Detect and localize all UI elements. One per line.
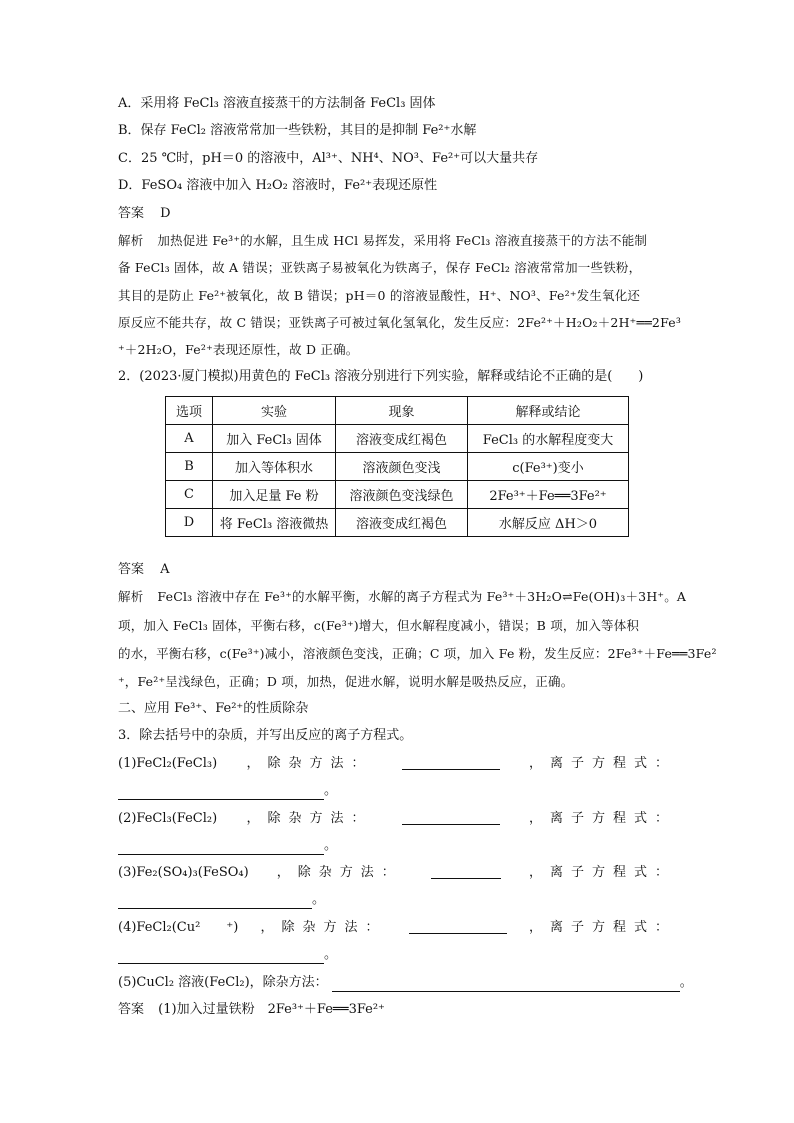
method-blank[interactable]	[402, 810, 500, 825]
answer-label: 答案	[118, 562, 145, 577]
q2-answer	[118, 561, 170, 579]
q3-item-3	[118, 864, 676, 882]
table-cell: 加入足量 Fe 粉	[213, 481, 336, 509]
table-cell: 加入等体积水	[213, 453, 336, 481]
analysis-label: 解析	[118, 233, 144, 248]
method-blank[interactable]	[332, 977, 680, 992]
table-cell: c(Fe³⁺)变小	[468, 453, 629, 481]
equation-label: ，离子方程式：	[528, 920, 676, 935]
table-row	[166, 509, 629, 537]
table-cell: 加入 FeCl₃ 固体	[213, 425, 336, 453]
q1-analysis-line-3: 其目的是防止 Fe²⁺被氧化，故 B 错误；pH＝0 的溶液显酸性，H⁺、NO³、Fe²⁺发生氧化还	[118, 288, 641, 303]
q3-stem: 3．除去括号中的杂质，并写出反应的离子方程式。	[118, 728, 413, 743]
table-cell: 将 FeCl₃ 溶液微热	[213, 509, 336, 537]
equation-label: ，离子方程式：	[528, 811, 676, 826]
q3-answer	[118, 1001, 385, 1019]
q1-analysis-line-5: ⁺＋2H₂O，Fe²⁺表现还原性，故 D 正确。	[118, 342, 359, 357]
section-heading: 二、应用 Fe³⁺、Fe²⁺的性质除杂	[118, 701, 309, 716]
q3-item-2-equation	[118, 837, 337, 855]
equation-blank[interactable]	[118, 949, 324, 964]
analysis-label: 解析	[118, 589, 144, 604]
item-label: (4)FeCl₂(Cu² ⁺)	[118, 920, 239, 935]
method-label: ，除杂方法：	[276, 865, 403, 880]
answer-value: (1)加入过量铁粉 2Fe³⁺＋Fe══3Fe²⁺	[158, 1002, 385, 1017]
end-mark: 。	[324, 783, 338, 798]
answer-value: A	[160, 562, 170, 577]
q1-option-d: D．FeSO₄ 溶液中加入 H₂O₂ 溶液时，Fe²⁺表现还原性	[118, 178, 438, 193]
table-header: 现象	[336, 397, 468, 425]
q3-item-1-equation	[118, 782, 337, 800]
end-mark: 。	[312, 892, 326, 907]
table-cell: A	[166, 425, 213, 453]
q1-analysis-line-4: 原反应不能共存，故 C 错误；亚铁离子可被过氧化氢氧化，发生反应：2Fe²⁺＋H₂O₂＋2H⁺══2Fe³	[118, 315, 682, 330]
item-label: (3)Fe₂(SO₄)₃(FeSO₄)	[118, 865, 249, 880]
q2-analysis-line-2: 项，加入 FeCl₃ 固体，平衡右移，c(Fe³⁺)增大，但水解程度减小，错误；B 项，加入等体积	[118, 618, 640, 633]
analysis-text: FeCl₃ 溶液中存在 Fe³⁺的水解平衡，水解的离子方程式为 Fe³⁺＋3H₂O⇌Fe(OH)₃＋3H⁺。A	[157, 589, 687, 604]
table-cell: 溶液颜色变浅	[336, 453, 468, 481]
end-mark: 。	[324, 947, 338, 962]
end-mark: 。	[679, 975, 693, 990]
table-header: 选项	[166, 397, 213, 425]
table-cell: 溶液颜色变浅绿色	[336, 481, 468, 509]
equation-blank[interactable]	[118, 785, 324, 800]
answer-value: D	[160, 206, 171, 221]
end-mark: 。	[324, 838, 338, 853]
equation-blank[interactable]	[118, 894, 312, 909]
table-cell: B	[166, 453, 213, 481]
q1-option-c: C．25 ℃时，pH＝0 的溶液中，Al³⁺、NH⁴、NO³、Fe²⁺可以大量共存	[118, 151, 539, 166]
experiment-table	[165, 396, 629, 537]
method-blank[interactable]	[409, 919, 507, 934]
equation-label: ，离子方程式：	[528, 756, 676, 771]
item-label: (5)CuCl₂ 溶液(FeCl₂)，除杂方法：	[118, 975, 328, 990]
table-row	[166, 481, 629, 509]
table-header: 实验	[213, 397, 336, 425]
equation-blank[interactable]	[118, 840, 324, 855]
q3-item-2	[118, 810, 676, 828]
table-cell: C	[166, 481, 213, 509]
q1-option-a: A．采用将 FeCl₃ 溶液直接蒸干的方法制备 FeCl₃ 固体	[118, 96, 436, 111]
table-cell: FeCl₃ 的水解程度变大	[468, 425, 629, 453]
table-row	[166, 425, 629, 453]
item-label: (2)FeCl₃(FeCl₂)	[118, 811, 218, 826]
q3-item-1	[118, 755, 676, 773]
method-blank[interactable]	[402, 755, 500, 770]
table-cell: 2Fe³⁺＋Fe══3Fe²⁺	[468, 481, 629, 509]
q1-answer	[118, 205, 171, 223]
q1-analysis-line-2: 备 FeCl₃ 固体，故 A 错误；亚铁离子易被氧化为铁离子，保存 FeCl₂ 溶液常常加一些铁粉，	[118, 260, 642, 275]
q2-stem: 2．(2023·厦门模拟)用黄色的 FeCl₃ 溶液分别进行下列实验，解释或结论不正确的是( )	[118, 369, 644, 384]
answer-label: 答案	[118, 206, 145, 221]
method-label: ，除杂方法：	[246, 756, 373, 771]
q2-analysis-line-4: ⁺，Fe²⁺呈浅绿色，正确；D 项，加热，促进水解，说明水解是吸热反应，正确。	[118, 674, 574, 689]
analysis-text: 加热促进 Fe³⁺的水解，且生成 HCl 易挥发，采用将 FeCl₃ 溶液直接蒸干的方法不能制	[157, 233, 648, 248]
q2-analysis-line-1	[118, 588, 686, 606]
equation-label: ，离子方程式：	[528, 865, 676, 880]
table-header: 解释或结论	[468, 397, 629, 425]
q2-analysis-line-3: 的水，平衡右移，c(Fe³⁺)减小，溶液颜色变浅，正确；C 项，加入 Fe 粉，发生反应：2Fe³⁺＋Fe══3Fe²	[118, 646, 717, 661]
q3-item-4	[118, 919, 676, 937]
q1-option-b: B．保存 FeCl₂ 溶液常常加一些铁粉，其目的是抑制 Fe²⁺水解	[118, 123, 477, 138]
q3-item-4-equation	[118, 946, 337, 964]
table-cell: 溶液变成红褐色	[336, 509, 468, 537]
q3-item-3-equation	[118, 891, 325, 909]
answer-label: 答案	[118, 1002, 145, 1017]
table-row	[166, 453, 629, 481]
table-header-row	[166, 397, 629, 425]
q1-analysis-line-1	[118, 232, 647, 250]
item-label: (1)FeCl₂(FeCl₃)	[118, 756, 218, 771]
method-label: ，除杂方法：	[246, 811, 373, 826]
table-cell: 溶液变成红褐色	[336, 425, 468, 453]
q3-item-5	[118, 974, 693, 992]
method-blank[interactable]	[431, 864, 501, 879]
table-cell: D	[166, 509, 213, 537]
method-label: ，除杂方法：	[260, 920, 387, 935]
table-cell: 水解反应 ΔH＞0	[468, 509, 629, 537]
